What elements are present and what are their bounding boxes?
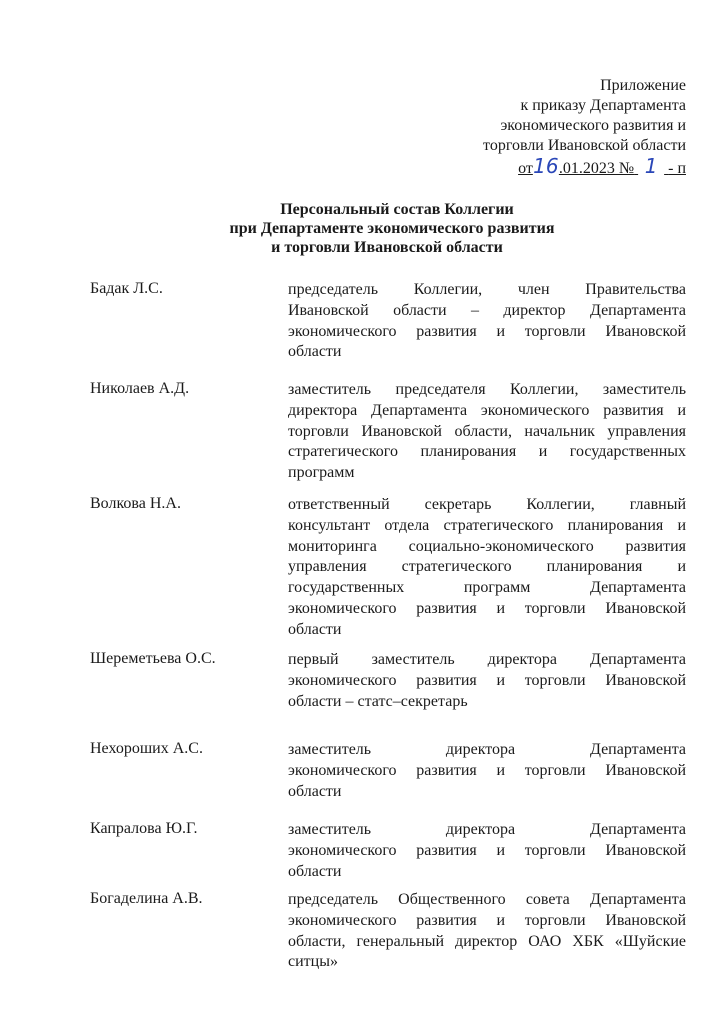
header-line: экономического развития и [500,117,686,134]
position-line: экономического развития и торговли Ивановской [288,911,686,929]
member-position [288,650,686,712]
position-line: консультант отдела стратегического планирования и [288,516,686,534]
position-line: заместитель председателя Коллегии, заместитель [288,381,686,398]
member-position [288,380,686,484]
title-line: Персональный состав Коллегии [280,201,514,218]
header-line: торговли Ивановской области [483,137,686,154]
member-position [288,280,686,363]
title-line: и торговли Ивановской области [271,239,503,256]
member-name: Шереметьева О.С. [90,650,216,667]
position-line: экономического развития и торговли Ивановской [288,671,686,689]
member-position [288,890,686,973]
position-line: государственных программ Департамента [288,579,686,597]
header-line: к приказу Департамента [520,97,686,114]
position-line: председатель Коллегии, член Правительства [288,281,686,298]
member-name: Богаделина А.В. [90,890,203,907]
handwritten-day: 16 [533,154,559,178]
position-line: области – статс–секретарь [288,692,468,710]
member-name: Волкова Н.А. [90,495,181,512]
member-position [288,495,686,641]
position-line: области [288,343,342,361]
title-line: при Департаменте экономического развития [229,220,555,237]
member-position [288,820,686,882]
handwritten-number: 1 [644,154,658,178]
position-line: области [288,620,342,638]
position-line: управления стратегического планирования и [288,558,686,576]
document-title [0,200,724,257]
member-position [288,740,686,802]
position-line: мониторинга социально-экономического развития [288,537,686,555]
order-suffix: - п [668,160,686,177]
appendix-header [483,76,686,179]
position-line: экономического развития и торговли Ивановской [288,599,686,617]
position-line: области [288,782,342,800]
position-line: председатель Общественного совета Департамента [288,891,686,908]
position-line: программ [288,464,355,482]
date-prefix: от [518,160,533,177]
header-line: Приложение [600,77,686,94]
position-line: ситцы» [288,953,338,971]
position-line: экономического развития и торговли Ивановской [288,761,686,779]
member-name: Николаев А.Д. [90,380,190,397]
order-date-line [483,156,686,179]
position-line: экономического развития и торговли Ивановской [288,322,686,340]
position-line: торговли Ивановской области, начальник управления [288,422,686,440]
position-line: ответственный секретарь Коллегии, главный [288,496,686,513]
position-line: заместитель директора Департамента [288,821,686,838]
position-line: экономического развития и торговли Ивановской [288,841,686,859]
position-line: стратегического планирования и государственных [288,443,686,461]
position-line: области, генеральный директор ОАО ХБК «Шуйские [288,932,686,950]
position-line: области [288,862,342,880]
position-line: Ивановской области – директор Департамента [288,301,686,319]
member-name: Нехороших А.С. [90,740,203,757]
member-name: Бадак Л.С. [90,280,163,297]
position-line: заместитель директора Департамента [288,741,686,758]
date-rest: .01.2023 № [558,160,635,177]
position-line: первый заместитель директора Департамента [288,651,686,668]
position-line: директора Департамента экономического развития и [288,401,686,419]
member-name: Капралова Ю.Г. [90,820,198,837]
